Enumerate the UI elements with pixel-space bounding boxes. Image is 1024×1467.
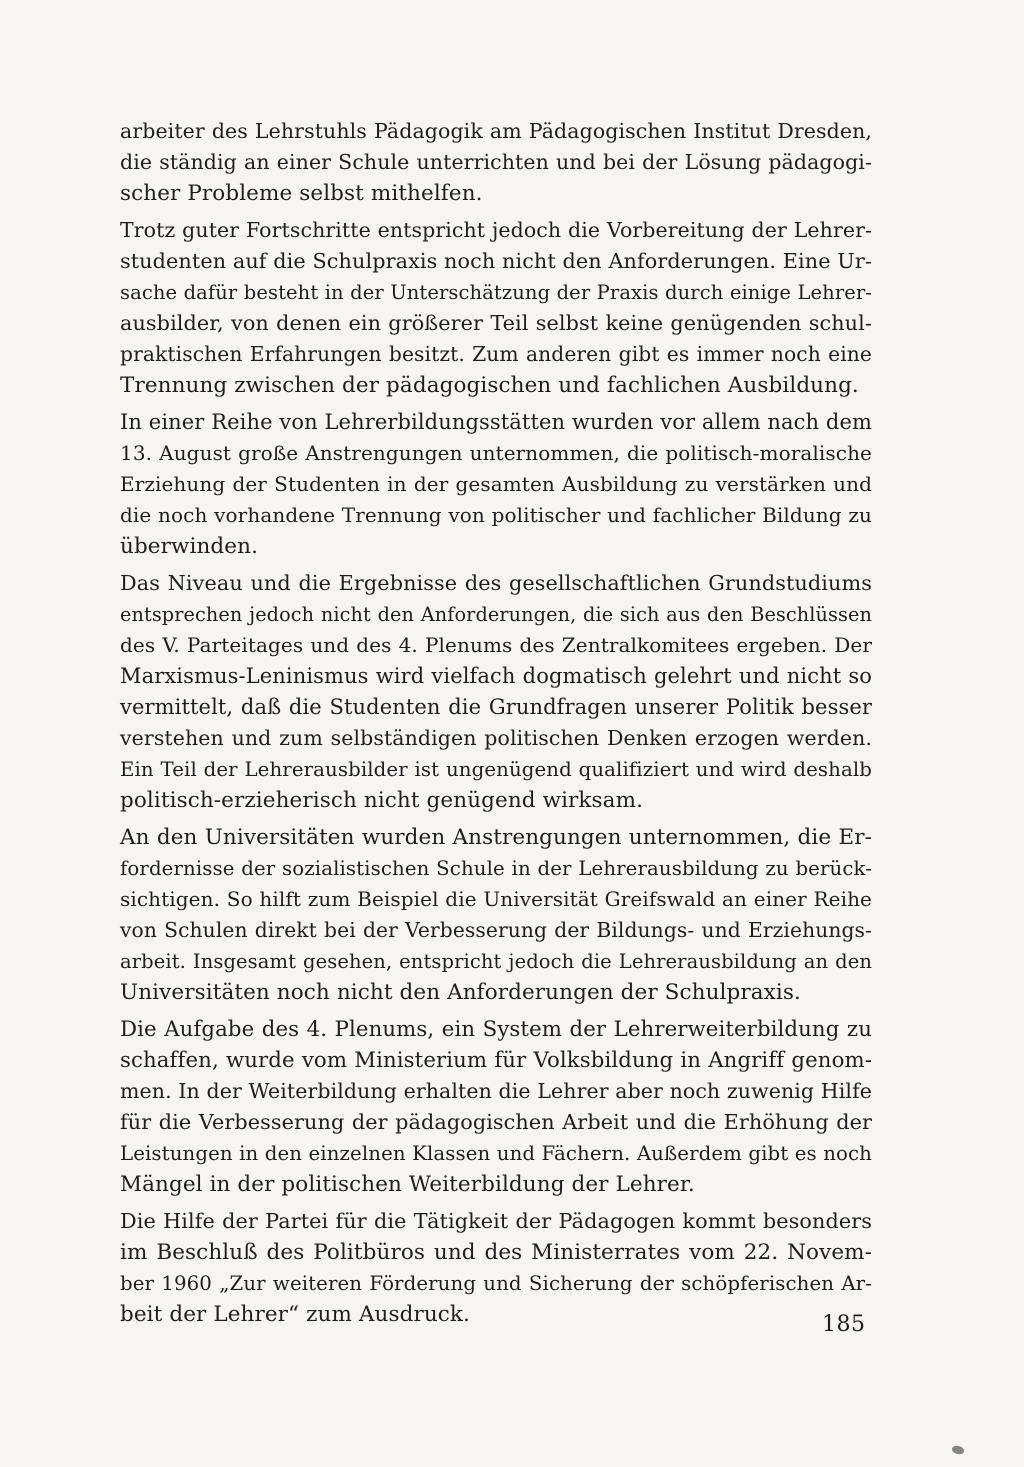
page-number: 185 — [822, 1312, 866, 1337]
body-text — [120, 116, 872, 1336]
text-line: In einer Reihe von Lehrerbildungsstätten wurden vor allem nach dem — [120, 410, 873, 434]
text-line: ber 1960 „Zur weiteren Förderung und Sicherung der schöpferischen Ar- — [120, 1272, 872, 1295]
text-line: Leistungen in den einzelnen Klassen und Fächern. Außerdem gibt es noch — [120, 1142, 872, 1165]
text-line: Ein Teil der Lehrerausbilder ist ungenügend qualifiziert und wird deshalb — [120, 758, 872, 781]
ink-speck — [951, 1444, 965, 1456]
text-line: ausbilder, von denen ein größerer Teil selbst keine genügenden schul- — [120, 311, 872, 335]
paragraph-6 — [120, 1014, 872, 1200]
paragraph-1 — [120, 116, 872, 209]
text-line: schaffen, wurde vom Ministerium für Volksbildung in Angriff genom- — [120, 1048, 872, 1073]
text-line: arbeit. Insgesamt gesehen, entspricht jedoch die Lehrerausbildung an den — [120, 950, 872, 973]
text-line: Universitäten noch nicht den Anforderungen der Schulpraxis. — [120, 980, 801, 1005]
text-line: beit der Lehrer“ zum Ausdruck. — [120, 1302, 470, 1327]
text-line: sache dafür besteht in der Unterschätzung der Praxis durch einige Lehrer- — [120, 281, 872, 304]
paragraph-4 — [120, 568, 872, 816]
text-line: Erziehung der Studenten in der gesamten Ausbildung zu verstärken und — [120, 472, 872, 496]
text-line: scher Probleme selbst mithelfen. — [120, 181, 483, 206]
text-line: Trotz guter Fortschritte entspricht jedoch die Vorbereitung der Lehrer- — [120, 218, 872, 242]
paragraph-5 — [120, 822, 872, 1008]
text-line: An den Universitäten wurden Anstrengungen unternommen, die Er- — [120, 825, 872, 850]
text-line: sichtigen. So hilft zum Beispiel die Universität Greifswald an einer Reihe — [120, 887, 872, 911]
text-line: Marxismus-Leninismus wird vielfach dogmatisch gelehrt und nicht so — [120, 664, 872, 688]
text-line: verstehen und zum selbständigen politischen Denken erzogen werden. — [120, 726, 872, 750]
text-line: von Schulen direkt bei der Verbesserung der Bildungs- und Erziehungs- — [120, 918, 872, 942]
paragraph-3 — [120, 407, 872, 562]
text-line: fordernisse der sozialistischen Schule in der Lehrerausbildung zu berück- — [120, 857, 872, 880]
text-line: men. In der Weiterbildung erhalten die Lehrer aber noch zuwenig Hilfe — [120, 1079, 872, 1103]
text-line: arbeiter des Lehrstuhls Pädagogik am Pädagogischen Institut Dresden, — [120, 119, 872, 143]
text-line: politisch-erzieherisch nicht genügend wirksam. — [120, 788, 644, 813]
text-line: Trennung zwischen der pädagogischen und fachlichen Ausbildung. — [120, 373, 859, 398]
text-line: vermittelt, daß die Studenten die Grundfragen unserer Politik besser — [120, 695, 872, 719]
text-line: 13. August große Anstrengungen unternommen, die politisch-moralische — [120, 441, 872, 465]
text-line: Die Aufgabe des 4. Plenums, ein System der Lehrerweiterbildung zu — [120, 1017, 872, 1042]
text-line: die noch vorhandene Trennung von politischer und fachlicher Bildung zu — [120, 503, 872, 527]
text-line: Das Niveau und die Ergebnisse des gesellschaftlichen Grundstudiums — [120, 571, 872, 595]
text-line: des V. Parteitages und des 4. Plenums des Zentralkomitees ergeben. Der — [120, 633, 872, 657]
text-line: Die Hilfe der Partei für die Tätigkeit der Pädagogen kommt besonders — [120, 1209, 872, 1233]
text-line: für die Verbesserung der pädagogischen Arbeit und die Erhöhung der — [120, 1110, 872, 1134]
text-line: praktischen Erfahrungen besitzt. Zum anderen gibt es immer noch eine — [120, 342, 872, 366]
text-line: studenten auf die Schulpraxis noch nicht den Anforderungen. Eine Ur- — [120, 249, 872, 273]
text-line: entsprechen jedoch nicht den Anforderungen, die sich aus den Beschlüssen — [120, 603, 872, 626]
text-line: Mängel in der politischen Weiterbildung der Lehrer. — [120, 1172, 695, 1197]
text-line: im Beschluß des Politbüros und des Ministerrates vom 22. Novem- — [120, 1240, 872, 1265]
paragraph-2 — [120, 215, 872, 401]
paragraph-7 — [120, 1206, 872, 1330]
text-line: die ständig an einer Schule unterrichten und bei der Lösung pädagogi- — [120, 150, 872, 174]
text-line: überwinden. — [120, 534, 259, 559]
